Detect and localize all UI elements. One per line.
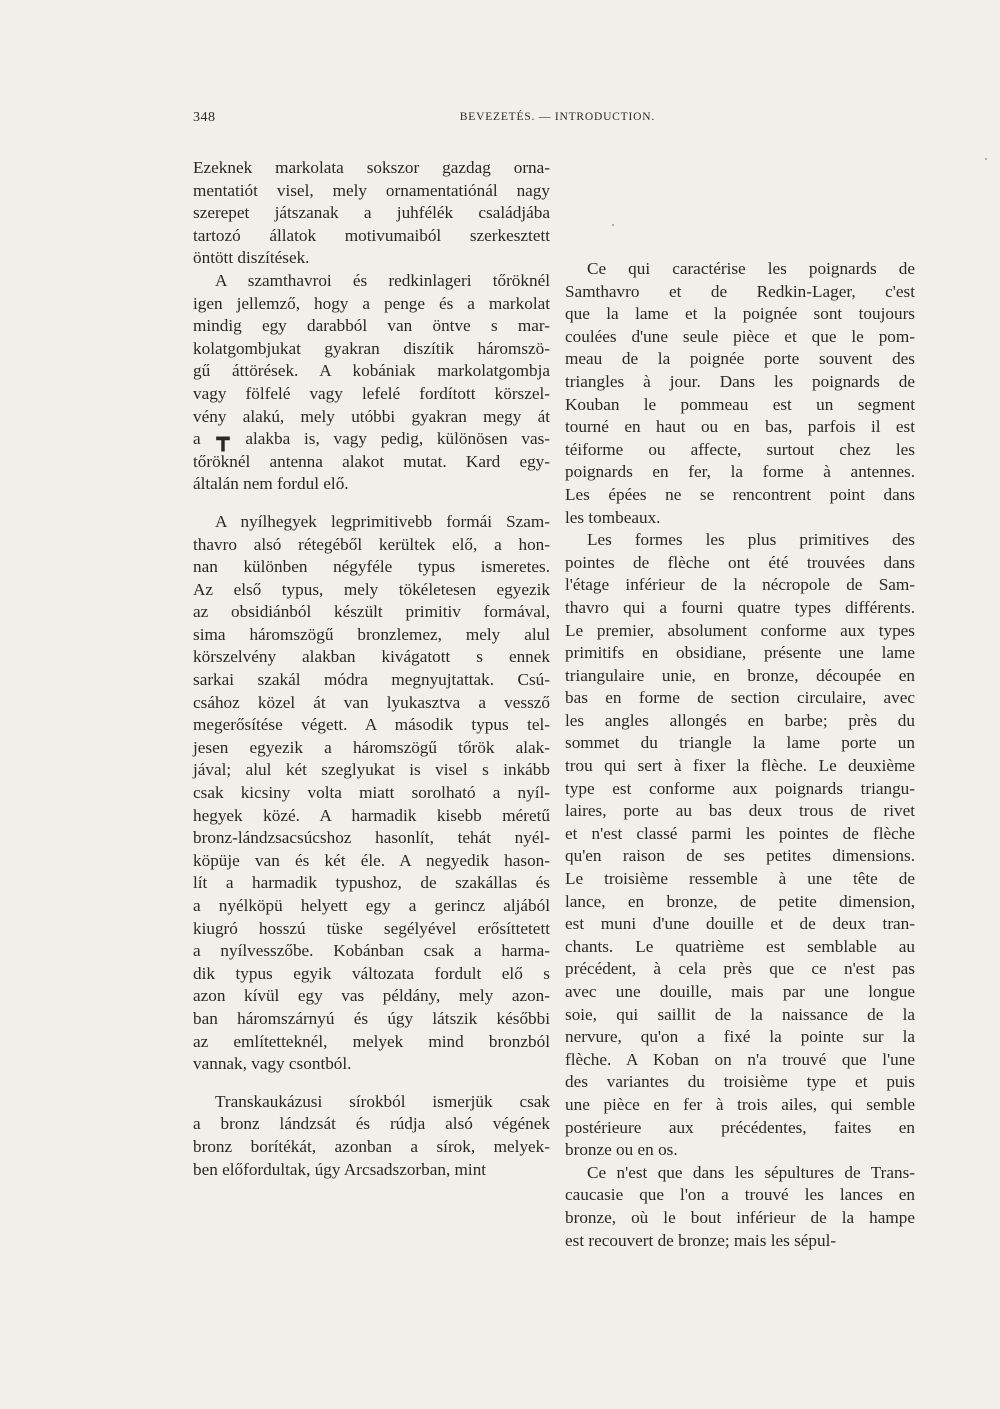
text-line: sima háromszögű bronzlemez, mely alul — [193, 624, 550, 644]
paragraph-gap — [193, 1076, 550, 1091]
text-line: csához közel át van lyukasztva a vessző — [193, 692, 550, 712]
paper-speck — [612, 224, 614, 226]
text-line: précédent, à cela près que ce n'est pas — [565, 959, 915, 979]
running-head-title: BEVEZETÉS. — INTRODUCTION. — [459, 111, 655, 123]
text-line: caucasie que l'on a trouvé les lances en — [565, 1185, 915, 1205]
text-line: Kouban le pommeau est un segment — [565, 394, 915, 414]
text-line: Samthavro et de Redkin-Lager, c'est — [565, 281, 915, 301]
text-line: téiforme ou affecte, surtout chez les — [565, 439, 915, 459]
text-line: jával; alul két szeglyukat is visel s inkább — [193, 760, 550, 780]
text-line: kiugró hosszú tüske segélyével erősíttetett — [193, 918, 550, 938]
text-line: l'étage inférieur de la nécropole de Sam- — [565, 575, 915, 595]
text-line: que la lame et la poignée sont toujours — [565, 304, 915, 324]
text-line: bas en forme de section circulaire, avec — [565, 688, 915, 708]
text-line: trou qui sert à fixer la flèche. Le deuxième — [565, 756, 915, 776]
text-line: type est conforme aux poignards triangu- — [565, 778, 915, 798]
text-line: sarkai szakál módra megnyujtattak. Csú- — [193, 670, 550, 690]
paper-speck — [985, 158, 987, 160]
text-line: soie, qui saillit de la naissance de la — [565, 1004, 915, 1024]
text-line: Ce n'est que dans les sépultures de Trans- — [587, 1162, 915, 1182]
text-line: nervure, qu'on a fixé la pointe sur la — [565, 1027, 915, 1047]
t-shape-glyph: ┳ — [216, 427, 230, 453]
text-line: Le premier, absolument conforme aux types — [565, 620, 915, 640]
text-line: megerősítése végett. A második typus tel- — [193, 715, 550, 735]
text-line: mentatiót visel, mely ornamentatiónál nagy — [193, 180, 550, 200]
text-line: meau de la poignée porte souvent des — [565, 349, 915, 369]
text-line: lít a harmadik typushoz, de szakállas és — [193, 873, 550, 893]
text-line: triangulaire unie, en bronze, découpée en — [565, 665, 915, 685]
text-line: lance, en bronze, de petite dimension, — [565, 891, 915, 911]
text-line: A szamthavroi és redkinlageri tőröknél — [215, 270, 550, 290]
text-line: tourné en haut ou en bas, parfois il est — [565, 417, 915, 437]
text-line: csak kicsiny volta miatt sorolható a nyíl- — [193, 783, 550, 803]
text-line: pointes de flèche ont été trouvées dans — [565, 552, 915, 572]
text-line: les tombeaux. — [565, 507, 661, 527]
text-line: qu'en raison de ses petites dimensions. — [565, 846, 915, 866]
text-line: jesen egyezik a háromszögű tőrök alak- — [193, 737, 550, 757]
text-line: általán nem fordul elő. — [193, 474, 349, 494]
text-line: az obsidiánból készült primitiv formával, — [193, 602, 550, 622]
text-line: Transkaukázusi sírokból ismerjük csak — [215, 1091, 550, 1111]
paragraph — [193, 157, 550, 270]
text-line: bronz-lándzsacsúcshoz hasonlít, tehát nyél- — [193, 828, 550, 848]
text-line: sommet du triangle la lame porte un — [565, 733, 915, 753]
running-head — [193, 110, 655, 132]
text-line: az említetteknél, melyek mind bronzból — [193, 1031, 550, 1051]
text-line: ben előfordultak, úgy Arcsadszorban, mint — [193, 1159, 487, 1179]
text-line: gű áttörések. A kobániak markolatgombja — [193, 361, 550, 381]
text-line: des variantes du troisième type et puis — [565, 1072, 915, 1092]
text-line: flèche. A Koban on n'a trouvé que l'une — [565, 1049, 915, 1069]
text-line: a nyílvesszőbe. Kobánban csak a harma- — [193, 941, 550, 961]
paragraph — [565, 1162, 915, 1252]
text-line: igen jellemző, hogy a penge és a markolat — [193, 293, 550, 313]
hungarian-text-column — [193, 157, 550, 1181]
text-line: körszelvény alakban kivágatott s ennek — [193, 647, 550, 667]
paragraph — [193, 511, 550, 1076]
text-line: szerepet játszanak a juhfélék családjába — [193, 203, 550, 223]
text-line: azon kívül egy vas példány, mely azon- — [193, 986, 550, 1006]
text-line: chants. Le quatrième est semblable au — [565, 936, 915, 956]
text-line: mindig egy darabból van öntve s mar- — [193, 316, 550, 336]
text-line: vagy fölfelé vagy lefelé fordított körszel- — [193, 383, 550, 403]
text-line: a ┳ alakba is, vagy pedig, különösen vas- — [193, 427, 550, 453]
text-line: coulées d'une seule pièce et que le pom- — [565, 326, 915, 346]
text-line: dik typus egyik változata fordult elő s — [193, 963, 550, 983]
paragraph — [565, 529, 915, 1162]
text-line: bronze ou en os. — [565, 1140, 678, 1160]
text-line: poignards en fer, la forme à antennes. — [565, 462, 915, 482]
text-line: Ce qui caractérise les poignards de — [587, 259, 915, 278]
text-line: köpüje van és két éle. A negyedik hason- — [193, 850, 550, 870]
text-line: a nyélköpü helyett egy a gerincz aljából — [193, 896, 550, 915]
text-line: thavro alsó rétegéből kerültek elő, a hon- — [193, 534, 550, 554]
page-number: 348 — [193, 110, 216, 125]
paragraph-gap — [193, 496, 550, 511]
text-line: avec une douille, mais par une longue — [565, 982, 915, 1001]
text-line: Les épées ne se rencontrent point dans — [565, 484, 915, 504]
text-line: primitifs en obsidiane, présente une lame — [565, 643, 915, 663]
text-line: les angles allongés en barbe; près du — [565, 710, 915, 730]
text-line: Ezeknek markolata sokszor gazdag orna- — [193, 158, 550, 177]
text-line: et n'est classé parmi les pointes de flèche — [565, 823, 915, 843]
text-line: triangles à jour. Dans les poignards de — [565, 371, 915, 391]
text-line: Les formes les plus primitives des — [587, 530, 915, 550]
text-line: hegyek közé. A harmadik kisebb méretű — [193, 805, 550, 825]
text-line: öntött diszítések. — [193, 248, 310, 268]
french-text-column — [565, 258, 915, 1252]
text-line: thavro qui a fourni quatre types différents. — [565, 597, 915, 617]
paragraph — [193, 1091, 550, 1181]
text-line: vannak, vagy csontból. — [193, 1054, 352, 1074]
text-line: vény alakú, mely utóbbi gyakran megy át — [193, 406, 550, 426]
text-line: Az első typus, mely tökéletesen egyezik — [193, 579, 550, 599]
text-line: est muni d'une douille et de deux tran- — [565, 914, 915, 934]
text-line: postérieure aux précédentes, faites en — [565, 1117, 915, 1137]
paragraph — [193, 270, 550, 496]
text-line: est recouvert de bronze; mais les sépul- — [565, 1230, 837, 1250]
text-line: Le troisième ressemble à une tête de — [565, 869, 915, 889]
text-line: nan különben négyféle typus ismeretes. — [193, 557, 550, 577]
text-line: laires, porte au bas deux trous de rivet — [565, 801, 915, 821]
text-line: bronze, où le bout inférieur de la hampe — [565, 1207, 915, 1227]
text-line: tartozó állatok motivumaiból szerkesztett — [193, 225, 550, 245]
text-line: ban háromszárnyú és úgy látszik későbbi — [193, 1008, 550, 1028]
text-line: bronz borítékát, azonban a sírok, melyek- — [193, 1136, 550, 1156]
text-line: a bronz lándzsát és rúdja alsó végének — [193, 1114, 550, 1134]
text-line: kolatgombjukat gyakran diszítik háromszö- — [193, 338, 550, 358]
text-line: A nyílhegyek legprimitivebb formái Szam- — [215, 511, 550, 531]
text-line: tőröknél antenna alakot mutat. Kard egy- — [193, 451, 550, 471]
paragraph — [565, 258, 915, 529]
text-line: une pièce en fer à trois ailes, qui semble — [565, 1094, 915, 1114]
